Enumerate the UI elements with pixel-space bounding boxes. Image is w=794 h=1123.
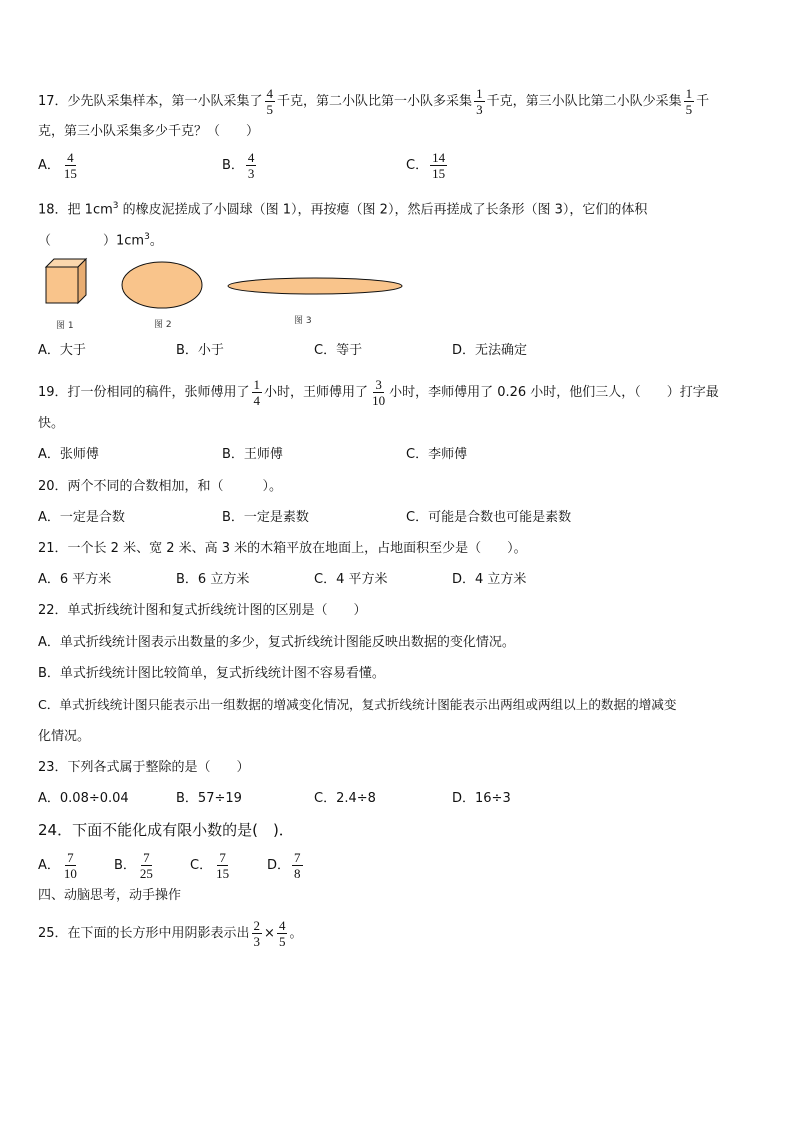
q17-option-b: B． $\frac{4}{3}$ — [222, 150, 255, 181]
fig3-label: 图 3 — [294, 316, 312, 326]
q17-line1 — [38, 86, 709, 117]
q24-question: 24．下面不能化成有限小数的是( )． — [38, 821, 294, 839]
q17-option-c: C． $\frac{14}{15}$ — [406, 150, 446, 181]
q23-option-d: D．16÷3 — [452, 791, 511, 806]
q17-option-a: A． $\frac{4}{15}$ — [38, 150, 77, 181]
q22-question: 22．单式折线统计图和复式折线统计图的区别是（ ） — [38, 603, 367, 618]
fig2-label: 图 2 — [154, 320, 172, 330]
q18-line1: 18．把 $1cm^3$ 的橡皮泥搓成了小圆球（图 1），再按瘪（图 2），然后再搓成了长条形（图 3），它们的体积 — [38, 201, 648, 218]
q18-option-d: D．无法确定 — [452, 343, 528, 358]
q21-option-a: A．6 平方米 — [38, 572, 112, 587]
long-strip-figure — [228, 278, 402, 294]
q18-option-c: C．等于 — [314, 343, 363, 358]
q24-option-c: C． $\frac{7}{15}$ — [190, 850, 230, 881]
flattened-ball-figure — [122, 262, 202, 308]
q19-fraction-1: $\frac{1}{4}$ — [253, 377, 261, 408]
q18-option-a: A．大于 — [38, 343, 86, 358]
q22-option-c-line1: C．单式折线统计图只能表示出一组数据的增减变化情况，复式折线统计图能表示出两组或两组以上的数据的增减变 — [38, 697, 677, 712]
q19-option-c: C．李师傅 — [406, 447, 468, 462]
q19-option-b: B．王师傅 — [222, 447, 283, 462]
q18-option-b: B．小于 — [176, 343, 224, 358]
q24-option-a: A． $\frac{7}{10}$ — [38, 850, 77, 881]
q19-option-a: A．张师傅 — [38, 447, 99, 462]
q17-text-4: 千 — [696, 94, 710, 109]
q24-option-d: D． $\frac{7}{8}$ — [267, 850, 301, 881]
q21-option-d: D．4 立方米 — [452, 572, 527, 587]
q25-fraction-1: $\frac{2}{3}$ — [253, 918, 261, 949]
q20-option-a: A．一定是合数 — [38, 510, 125, 525]
q22-option-b: B．单式折线统计图比较简单，复式折线统计图不容易看懂。 — [38, 666, 385, 681]
q21-option-b: B．6 立方米 — [176, 572, 250, 587]
q17-text-1: 17．少先队采集样本，第一小队采集了 — [38, 94, 263, 109]
q19-line1: 19．打一份相同的稿件，张师傅用了 $\frac{1}{4}$ 小时，王师傅用了 $\frac{3}{10}$ 小时，李师傅用了 0.26 小时，他们三人，（ ）打字最 — [38, 377, 719, 408]
q21-question: 21．一个长 2 米、宽 2 米、高 3 米的木箱平放在地面上，占地面积至少是（ ）。 — [38, 541, 527, 556]
section-4-heading: 四、动脑思考，动手操作 — [38, 888, 182, 903]
cube-figure — [46, 259, 86, 303]
q25-question: 25．在下面的长方形中用阴影表示出 $\frac{2}{3}$ × $\frac{4}{5}$ 。 — [38, 918, 303, 949]
q22-option-c-line2: 化情况。 — [38, 729, 91, 744]
q18-line2: （ ）$1cm^3$。 — [38, 232, 163, 249]
q17-fraction-1: $\frac{4}{5}$ — [266, 86, 274, 117]
q20-option-b: B．一定是素数 — [222, 510, 309, 525]
q23-option-a: A．0.08÷0.04 — [38, 791, 129, 806]
q17-fraction-3: $\frac{1}{5}$ — [685, 86, 693, 117]
q23-question: 23．下列各式属于整除的是（ ） — [38, 760, 250, 775]
q24-option-b: B． $\frac{7}{25}$ — [114, 850, 153, 881]
q17-text-3: 千克，第三小队比第二小队少采集 — [486, 94, 682, 109]
q17-text-2: 千克，第二小队比第一小队多采集 — [277, 94, 473, 109]
q23-option-b: B．57÷19 — [176, 791, 242, 806]
q20-option-c: C．可能是合数也可能是素数 — [406, 510, 572, 525]
q21-option-c: C．4 平方米 — [314, 572, 388, 587]
q19-fraction-2: $\frac{3}{10}$ — [372, 377, 386, 408]
q25-fraction-2: $\frac{4}{5}$ — [278, 918, 286, 949]
q19-line2: 快。 — [38, 416, 65, 431]
fig1-label: 图 1 — [56, 321, 74, 331]
q22-option-a: A．单式折线统计图表示出数量的多少，复式折线统计图能反映出数据的变化情况。 — [38, 635, 515, 650]
q18-figures — [40, 255, 420, 315]
q17-fraction-2: $\frac{1}{3}$ — [476, 86, 483, 117]
q17-line2: 克，第三小队采集多少千克？（ ） — [38, 124, 260, 139]
q23-option-c: C．2.4÷8 — [314, 791, 376, 806]
q20-question: 20．两个不同的合数相加，和（ ）。 — [38, 479, 283, 494]
